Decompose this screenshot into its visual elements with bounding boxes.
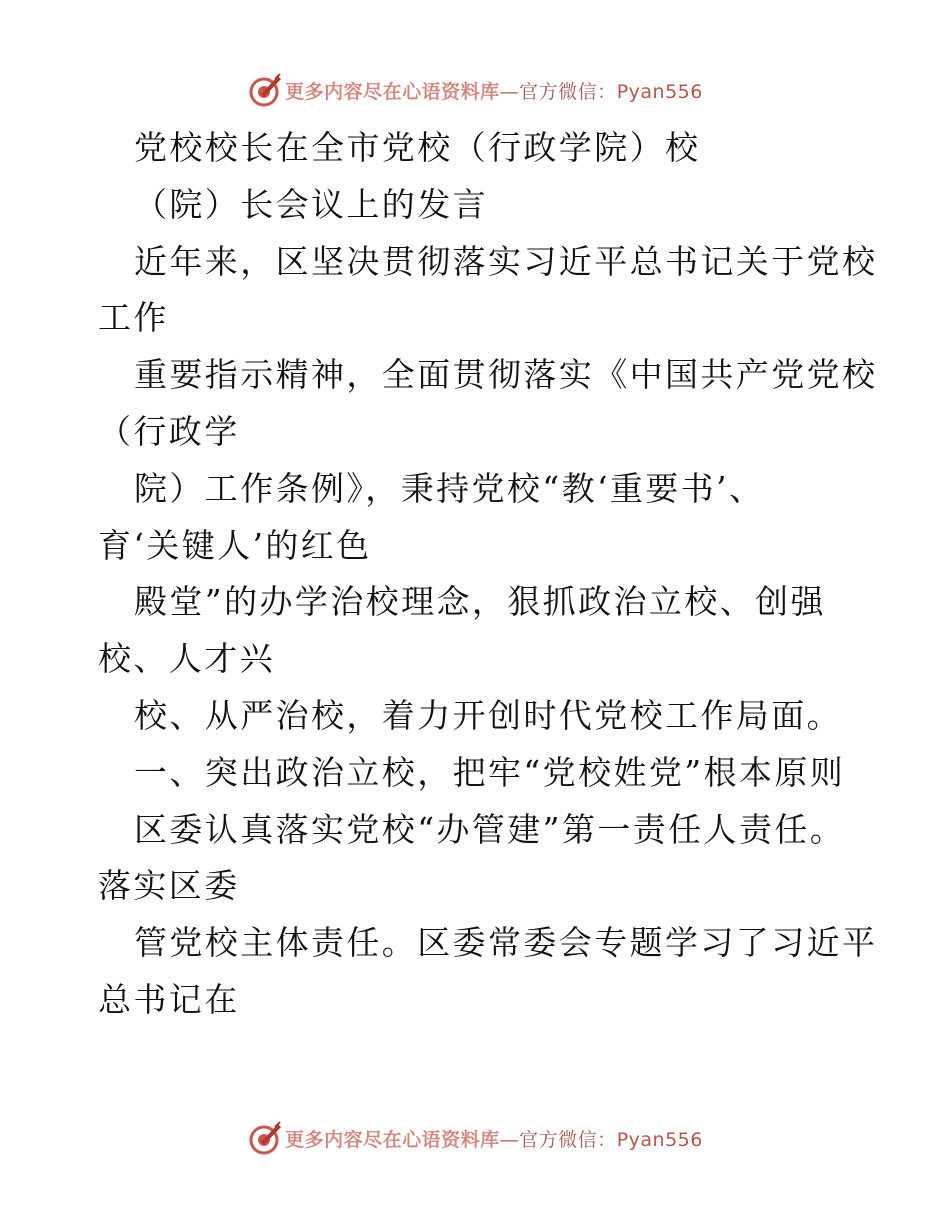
quill-logo-icon — [247, 72, 283, 108]
text-line: 工作 — [98, 298, 169, 338]
text-line: 重要指示精神，全面贯彻落实《中国共产党党校 — [134, 355, 878, 395]
text-line: 育‘关键人’的红色 — [98, 525, 372, 565]
banner-main: 更多内容尽在心语资料库 — [285, 80, 500, 103]
text-line: （院）长会议上的发言 — [134, 184, 488, 224]
text-line: 院）工作条例》，秉持党校“教‘重要书’、 — [134, 468, 765, 508]
text-line: 一、突出政治立校，把牢“党校姓党”根本原则 — [134, 752, 846, 792]
banner-sub: —官方微信： — [499, 80, 617, 103]
banner-text — [285, 1125, 703, 1152]
header-watermark-banner — [0, 70, 950, 110]
text-line: 殿堂”的办学治校理念，狠抓政治立校、创强 — [134, 582, 826, 622]
text-line: （行政学 — [98, 411, 240, 451]
banner-text — [285, 77, 703, 104]
footer-watermark-banner — [0, 1118, 950, 1158]
quill-logo-icon — [247, 1120, 283, 1156]
text-line: 区委认真落实党校“办管建”第一责任人责任。 — [134, 809, 846, 849]
banner-sub: —官方微信： — [499, 1128, 617, 1151]
banner-wechat-id: Pyan556 — [616, 80, 703, 103]
text-line: 近年来，区坚决贯彻落实习近平总书记关于党校 — [134, 241, 878, 281]
banner-main: 更多内容尽在心语资料库 — [285, 1128, 500, 1151]
text-line: 管党校主体责任。区委常委会专题学习了习近平 — [134, 923, 878, 963]
text-line: 落实区委 — [98, 866, 240, 906]
banner-wechat-id: Pyan556 — [616, 1128, 703, 1151]
text-line: 总书记在 — [98, 979, 240, 1019]
document-body — [98, 120, 878, 1029]
text-line: 党校校长在全市党校（行政学院）校 — [134, 128, 701, 167]
text-line: 校、从严治校，着力开创时代党校工作局面。 — [134, 695, 842, 735]
text-line: 校、人才兴 — [98, 639, 275, 679]
